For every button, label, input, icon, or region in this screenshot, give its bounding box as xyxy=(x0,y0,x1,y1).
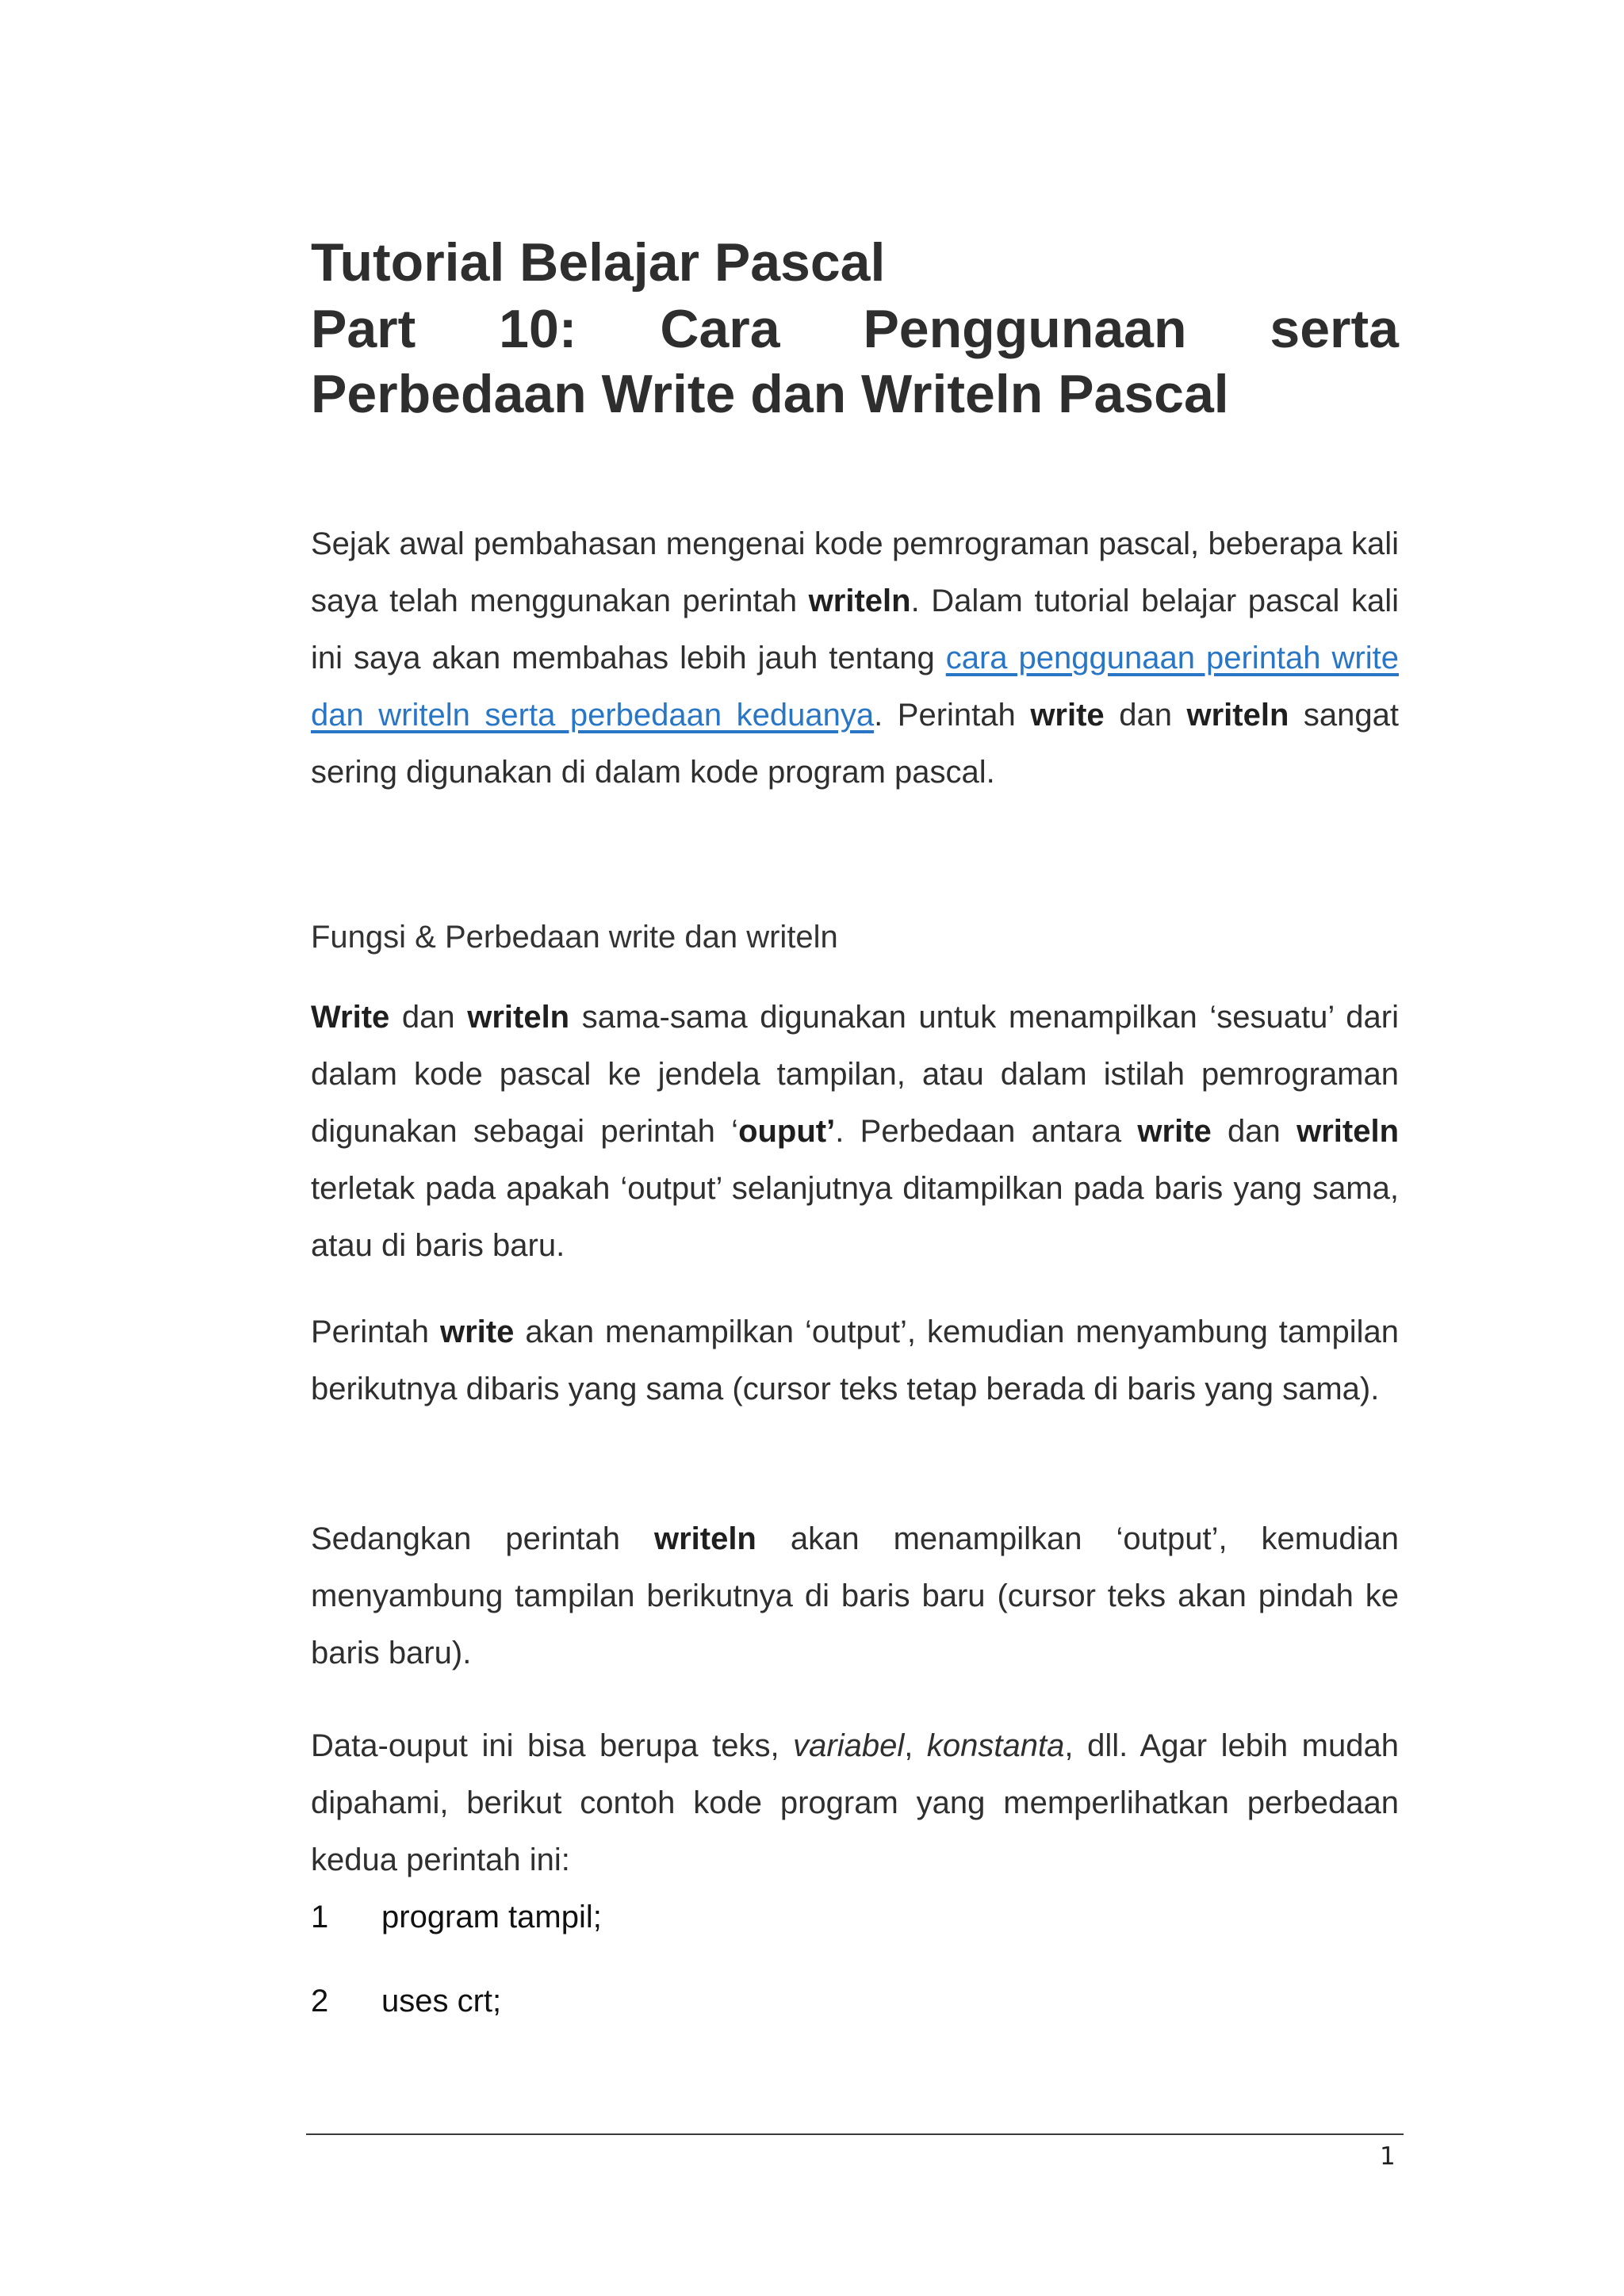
text-run: Data-ouput ini bisa berupa teks, xyxy=(311,1728,794,1763)
text-run: Perintah xyxy=(311,1314,440,1349)
code-text: uses crt; xyxy=(381,1984,502,2019)
text-run: dan xyxy=(389,1000,468,1035)
subtitle-line-2: Perbedaan Write dan Writeln Pascal xyxy=(311,364,1229,424)
keyword-writeln: writeln xyxy=(1297,1114,1399,1149)
italic-term: variabel xyxy=(793,1728,905,1763)
tutorial-link[interactable]: cara penggunaan perintah write dan writeln serta perbedaan keduanya xyxy=(311,641,1399,733)
document-page xyxy=(311,0,1399,2296)
line-number: 2 xyxy=(311,1984,329,2019)
text-run: akan menampilkan ‘output’, kemudian menyambung tampilan berikutnya di baris baru (cursor teks akan pindah ke baris baru). xyxy=(311,1521,1399,1670)
subtitle-word: 10: xyxy=(499,299,577,359)
intro-paragraph xyxy=(311,515,1399,801)
text-run: sangat sering digunakan di dalam kode program pascal. xyxy=(311,698,1400,790)
document-title: Tutorial Belajar Pascal xyxy=(311,232,886,293)
paragraph-data-output xyxy=(311,1717,1399,1888)
keyword-writeln: writeln xyxy=(808,584,911,618)
text-run: . Perintah xyxy=(874,698,1031,733)
keyword-write: Write xyxy=(311,1000,390,1035)
keyword-write: write xyxy=(1137,1114,1212,1149)
text-run: terletak pada apakah ‘output’ selanjutnya ditampilkan pada baris yang sama, atau di baris baru. xyxy=(311,1171,1399,1263)
subtitle-line-1 xyxy=(311,297,1399,362)
keyword-write: write xyxy=(1030,698,1105,733)
keyword-writeln: writeln xyxy=(1186,698,1289,733)
line-number: 1 xyxy=(311,1900,329,1934)
document-subtitle xyxy=(311,297,1399,427)
text-run: Sejak awal pembahasan mengenai kode pemrograman pascal, beberapa kali saya telah menggunakan perintah xyxy=(311,526,1399,618)
footer-divider xyxy=(306,2133,1404,2135)
italic-term: konstanta xyxy=(926,1728,1065,1763)
section-heading: Fungsi & Perbedaan write dan writeln xyxy=(311,920,838,955)
text-run: Sedangkan perintah xyxy=(311,1521,654,1556)
code-text: program tampil; xyxy=(381,1900,602,1934)
subtitle-word: serta xyxy=(1270,299,1399,359)
text-run: dan xyxy=(1104,698,1187,733)
paragraph-function xyxy=(311,989,1399,1274)
paragraph-write xyxy=(311,1303,1399,1418)
text-run: sama-sama digunakan untuk menampilkan ‘sesuatu’ dari dalam kode pascal ke jendela tampilan, atau dalam istilah pemrograman digunakan sebagai perintah ‘ xyxy=(311,1000,1400,1149)
page-number: 1 xyxy=(1380,2142,1396,2171)
keyword-write: write xyxy=(439,1314,515,1349)
keyword-writeln: writeln xyxy=(467,1000,570,1035)
subtitle-word: Penggunaan xyxy=(863,299,1187,359)
text-run: , dll. Agar lebih mudah dipahami, berikut contoh kode program yang memperlihatkan perbedaan kedua perintah ini: xyxy=(311,1728,1399,1877)
keyword-writeln: writeln xyxy=(653,1521,756,1556)
subtitle-word: Cara xyxy=(660,299,780,359)
keyword-output: ouput’ xyxy=(738,1114,836,1149)
text-run: . Dalam tutorial belajar pascal kali ini saya akan membahas lebih jauh tentang xyxy=(311,584,1399,675)
text-run: akan menampilkan ‘output’, kemudian menyambung tampilan berikutnya dibaris yang sama (cursor teks tetap berada di baris yang sama). xyxy=(311,1314,1399,1406)
text-run: , xyxy=(904,1728,927,1763)
subtitle-word: Part xyxy=(311,299,416,359)
text-run: . Perbedaan antara xyxy=(835,1114,1138,1149)
paragraph-writeln xyxy=(311,1510,1399,1682)
text-run: dan xyxy=(1211,1114,1297,1149)
